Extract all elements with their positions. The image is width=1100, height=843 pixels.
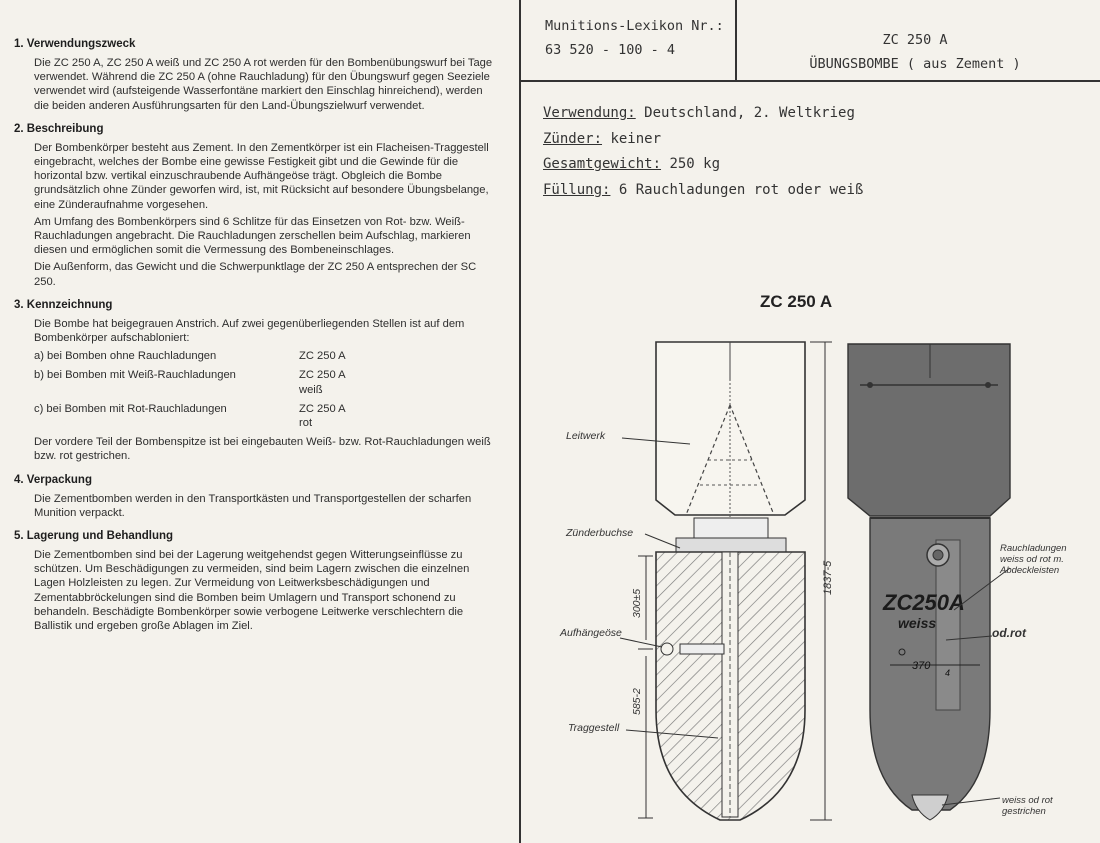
paragraph: Die Bombe hat beigegrauen Anstrich. Auf zwei gegenüberliegenden Stellen ist auf dem Bombenkörper aufschabloniert: [34, 317, 465, 345]
lexikon-number: 63 520 - 100 - 4 [545, 42, 676, 58]
section-title: 4. Verpackung [14, 473, 92, 486]
section-title: 1. Verwendungszweck [14, 38, 136, 50]
column-divider [519, 0, 521, 843]
text-column [14, 38, 500, 643]
dim-lug-position: 370 [912, 660, 931, 672]
paragraph: Der Bombenkörper besteht aus Zement. In den Zementkörper ist ein Flacheisen-Traggestell eingebracht, welches der Bombe eine gewisse Festigkeit gibt und die Gewinde für die horizontal bzw. vertikal einzuschraubende Aufhängeöse trägt. Obgleich die Bombe grundsätzlich ohne Zünder geworfen wird, ist, mit Rücksicht auf besondere Übungsbelange, eine Zünderaufnahme vorgesehen. [34, 141, 489, 211]
spec-row: Füllung: 6 Rauchladungen rot oder weiß [543, 181, 864, 198]
spec-list [543, 101, 863, 203]
figure-title: ZC 250 A [760, 292, 833, 311]
spec-row: Gesamtgewicht: 250 kg [543, 156, 721, 172]
section-kennzeichnung [14, 299, 500, 464]
dim-upper: 300±5 [631, 588, 643, 618]
marking-list [34, 349, 500, 430]
paragraph: Die Zementbomben werden in den Transportkästen und Transportgestellen der scharfen Munition verpackt. [34, 492, 472, 519]
header-divider [735, 0, 737, 80]
designation-block [740, 28, 1090, 76]
paragraph: Der vordere Teil der Bombenspitze ist bei eingebauten Weiß- bzw. Rot-Rauchladungen weiß bzw. rot gestrichen. [34, 436, 491, 463]
callout-zuenderbuchse: Zünderbuchse [566, 527, 634, 539]
paragraph: Die Außenform, das Gewicht und die Schwerpunktlage der ZC 250 A entsprechen der SC 250. [34, 261, 477, 288]
section-verpackung [14, 474, 500, 520]
designation: ZC 250 A [882, 32, 948, 48]
section-title: 5. Lagerung und Behandlung [14, 530, 174, 543]
section-verwendungszweck [14, 38, 500, 113]
dim-lug-sub: 4 [945, 668, 951, 678]
paragraph: Die Zementbomben sind bei der Lagerung weitgehendst gegen Witterungseinflüsse zu schützen. Um Beschädigungen zu vermeiden, sind beim Lagern zwischen die einzelnen Lagen Holzleisten zu legen. Zur Vermeidung von Leitwerksbeschädigungen und Zementabbröckelungen sind die Bomben beim Umlagern und Transport schonend zu behandeln. Beschädigte Bombenkörper sowie verbogene Leitwerke verschlechtern die Ballistik und ergeben große Ablagen im Ziel. [34, 549, 470, 633]
spec-row: Verwendung: Deutschland, 2. Weltkrieg [543, 105, 855, 121]
section-title: 2. Beschreibung [14, 122, 104, 135]
callout-traggestell: Traggestell [568, 722, 620, 734]
lexikon-label: Munitions-Lexikon Nr.: [545, 18, 724, 34]
marking-row: a) bei Bomben ohne Rauchladungen ZC 250 A [34, 350, 346, 363]
callout-od-rot: od.rot [992, 626, 1026, 640]
dim-total-length: 1837-5 [822, 560, 834, 595]
stencil-sub: weiss [898, 615, 937, 631]
designation-subtitle: ÜBUNGSBOMBE ( aus Zement ) [809, 56, 1021, 72]
callout-rauchladungen: Rauchladungen weiss od rot m. Abdeckleisten [1000, 543, 1067, 576]
lexikon-block [545, 14, 724, 62]
bomb-drawing [540, 320, 1100, 840]
paragraph: Die ZC 250 A, ZC 250 A weiß und ZC 250 A rot werden für den Bombenübungswurf bei Tage verwendet. Während die ZC 250 A (ohne Rauchladung) für den Übungswurf gegen Seeziele verwendet wird (aufsteigende Wasserfontäne markiert den Einschlag hinreichend), werden die beiden anderen Ausführungsarten für den Land-Übungszielwurf verwendet. [34, 57, 493, 112]
section-view [620, 342, 834, 820]
section-title: 3. Kennzeichnung [14, 298, 113, 311]
stencil-main: ZC250A [883, 590, 965, 615]
marking-row: c) bei Bomben mit Rot-Rauchladungen ZC 250 A rot [34, 402, 346, 430]
section-beschreibung [14, 123, 500, 289]
callout-leitwerk: Leitwerk [566, 430, 606, 442]
marking-row: b) bei Bomben mit Weiß-Rauchladungen ZC 250 A weiß [34, 369, 346, 396]
spec-row: Zünder: keiner [543, 130, 662, 147]
callout-aufhaengeoese: Aufhängeöse [560, 627, 622, 639]
section-lagerung [14, 530, 500, 633]
paragraph: Am Umfang des Bombenkörpers sind 6 Schlitze für das Einsetzen von Rot- bzw. Weiß-Rauchladungen angebracht. Die Rauchladungen zerschellen beim Aufschlag, markieren diesen und ermöglichen somit die Vermessung des Bombeneinschlages. [34, 215, 471, 257]
exterior-view [848, 344, 1010, 820]
dim-lower: 585-2 [631, 688, 643, 715]
callout-tip-paint: weiss od rot gestrichen [1002, 795, 1053, 817]
